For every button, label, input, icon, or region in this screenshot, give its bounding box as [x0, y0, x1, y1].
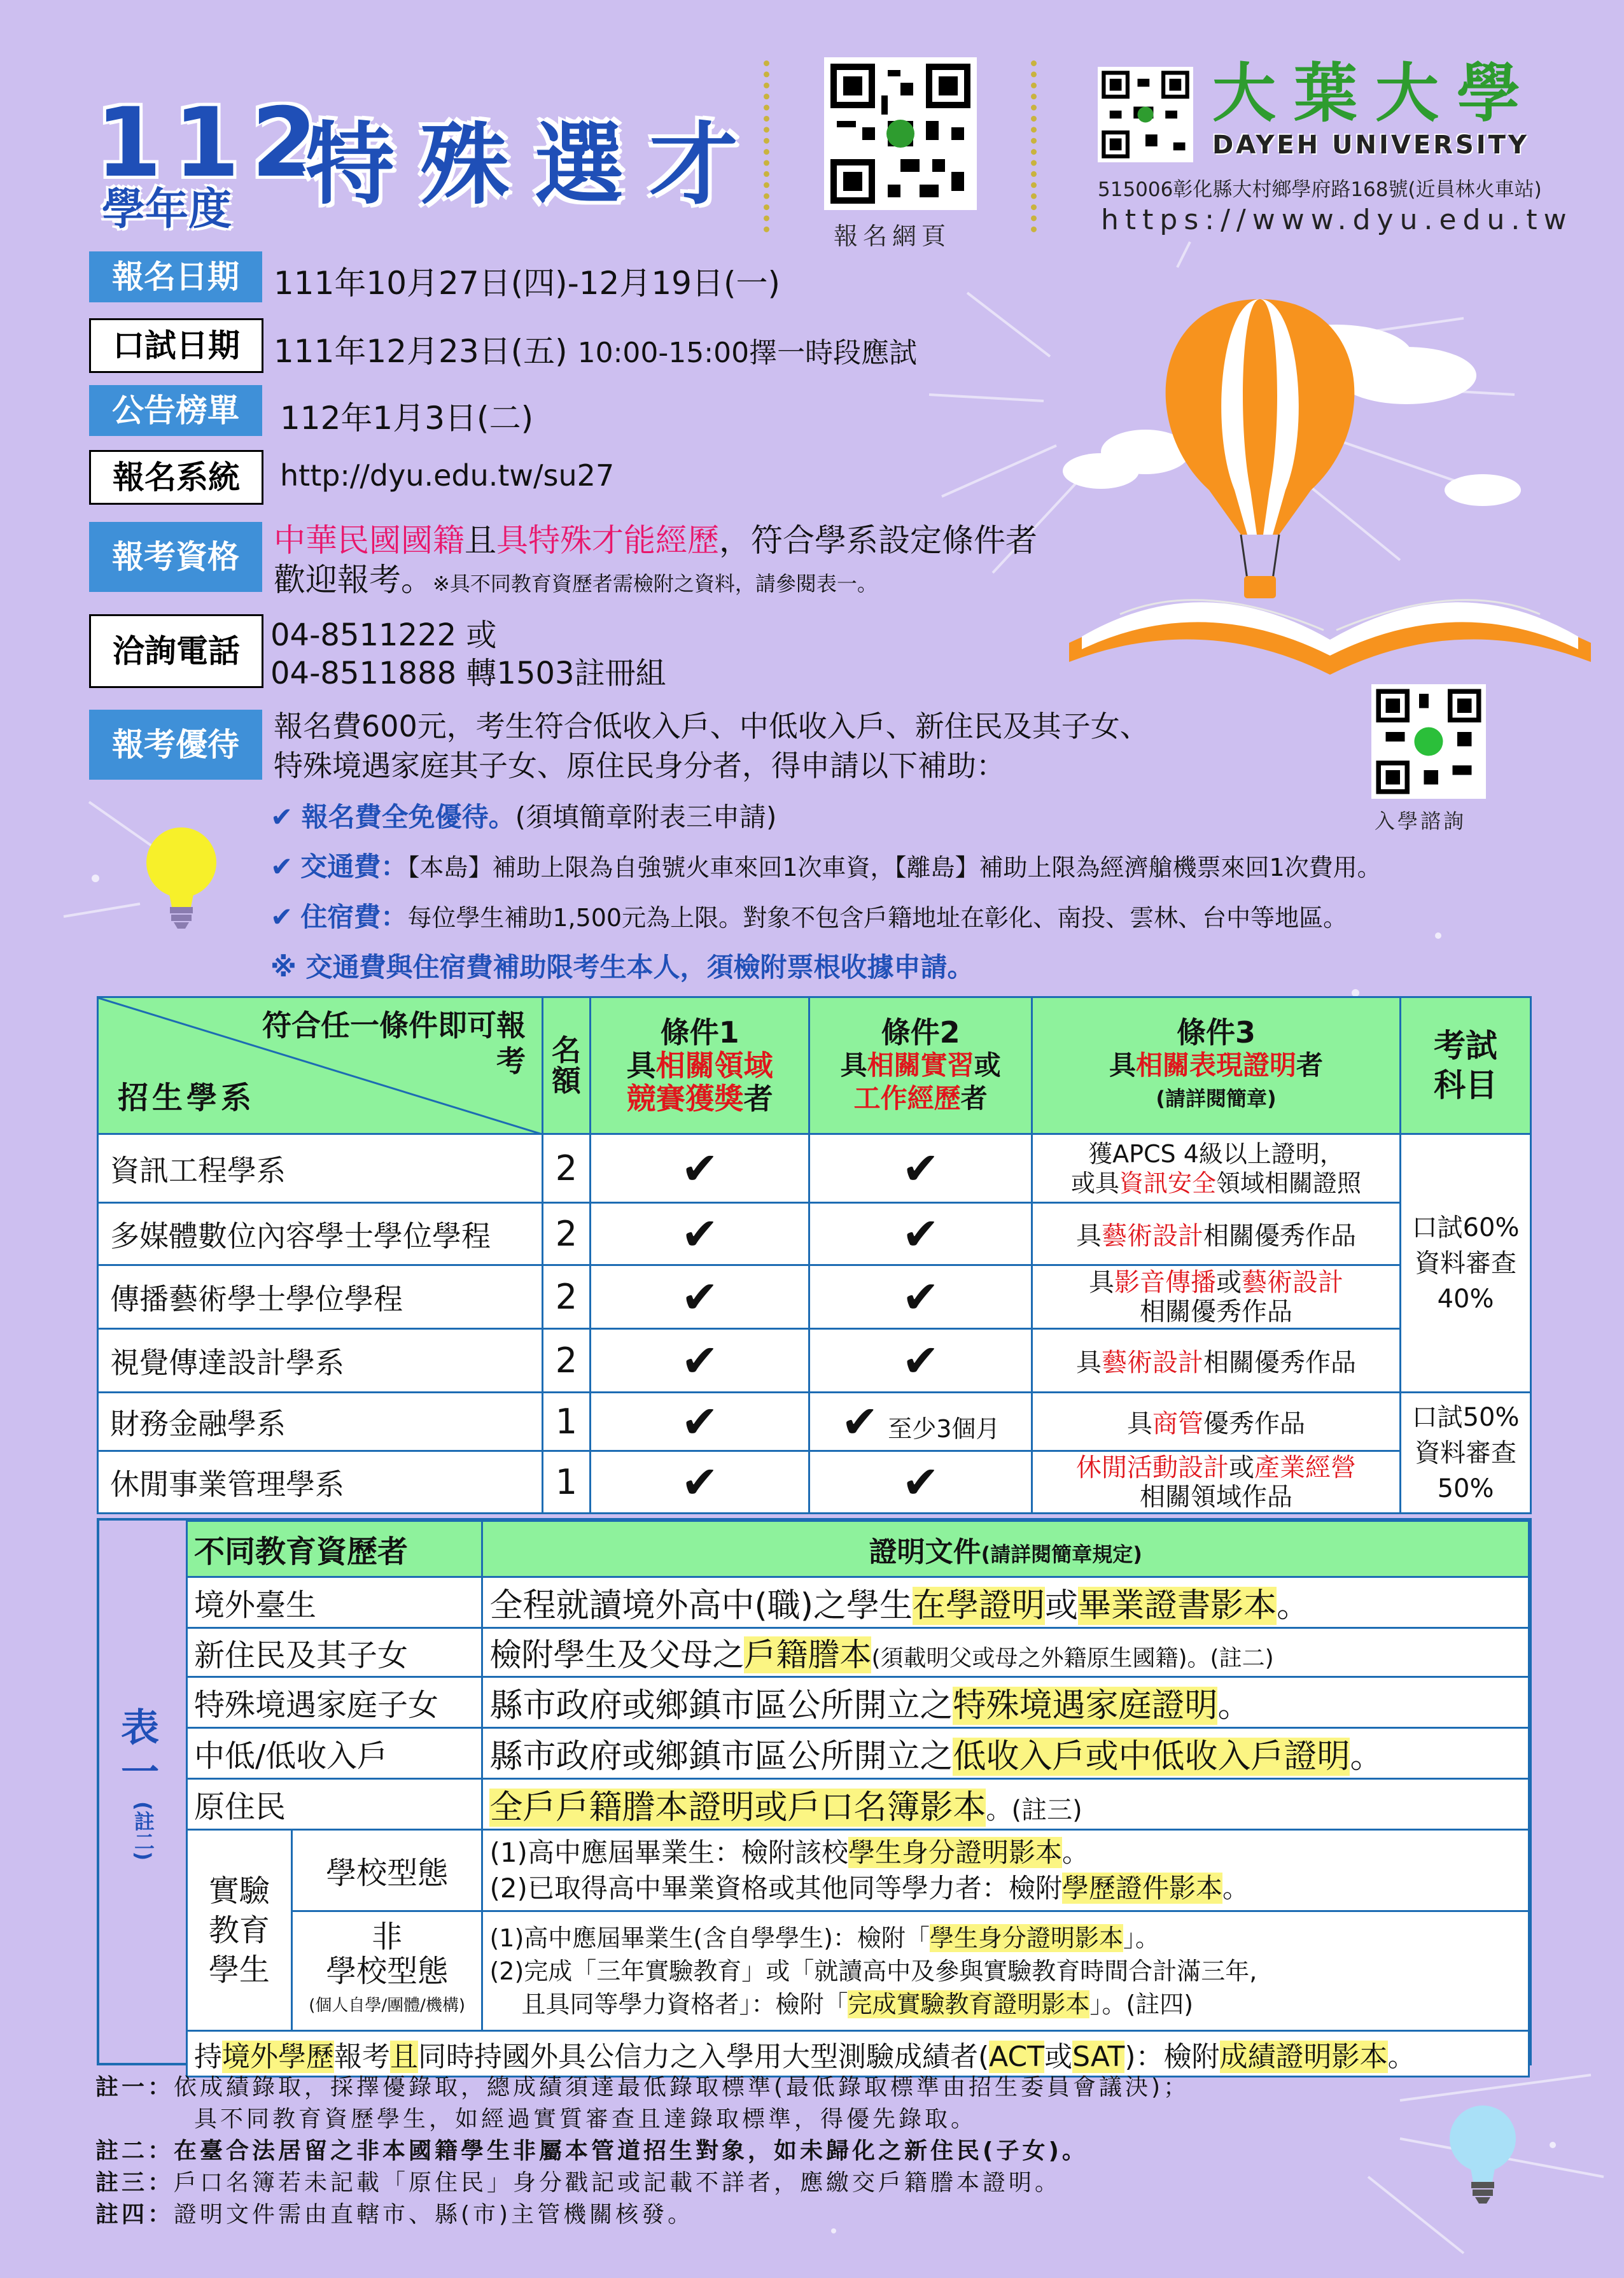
- benefit-item: ✔ 交通費：【本島】補助上限為自強號火車來回1次車資，【離島】補助上限為經濟艙機票來回1次費用。: [270, 851, 1382, 882]
- reg-date-value: 111年10月27日(四)-12月19日(一): [274, 265, 780, 302]
- lightbulb-icon: [1425, 2094, 1534, 2209]
- divider: [764, 60, 769, 232]
- experimental-education-label: 實驗教育學生: [187, 1830, 292, 2031]
- university-name-en: DAYEH UNIVERSITY: [1212, 130, 1529, 160]
- qr-code-icon[interactable]: [1371, 684, 1486, 799]
- university-address: 515006彰化縣大村鄉學府路168號(近員林火車站): [1098, 178, 1542, 201]
- cond1-header: 條件1 具相關領域 競賽獲獎者: [590, 997, 809, 1134]
- note-3: 註三：戶口名簿若未記載「原住民」身分戳記或記載不詳者，應繳交戶籍謄本證明。: [95, 2170, 1061, 2196]
- quota-header: 名額: [542, 997, 590, 1134]
- corner-header: 符合任一條件即可報考 招生學系: [98, 997, 543, 1134]
- label-system: 報名系統: [89, 450, 263, 505]
- check-icon: ✔: [590, 1393, 809, 1451]
- note-4: 註四：證明文件需由直轄市、縣(市)主管機關核發。: [95, 2202, 694, 2228]
- check-icon: ✔: [809, 1203, 1032, 1265]
- table-row: 新住民及其子女 檢附學生及父母之戶籍謄本(須載明父或母之外籍原生國籍)。(註二): [187, 1628, 1529, 1677]
- label-interview-date: 口試日期: [89, 318, 263, 373]
- benefit-note: ※ 交通費與住宿費補助限考生本人，須檢附票根收據申請。: [270, 952, 974, 983]
- table-row: 財務金融學系 1 ✔ ✔ 至少3個月 具商管優秀作品 口試50% 資料審查50%: [98, 1393, 1531, 1451]
- table-row: 資訊工程學系 2 ✔ ✔ 獲APCS 4級以上證明， 或具資訊安全領域相關證照 口試60% 資料審查40%: [98, 1134, 1531, 1203]
- table-row: 特殊境遇家庭子女 縣市政府或鄉鎮市區公所開立之特殊境遇家庭證明。: [187, 1677, 1529, 1728]
- check-icon: ✔: [270, 801, 293, 833]
- eligibility-text: 中華民國國籍且具特殊才能經歷，符合學系設定條件者 歡迎報考。※具不同教育資歷者需檢附之資料，請參閱表一。: [274, 522, 1037, 598]
- interview-date-value: 111年12月23日(五) 10:00-15:00擇一時段應試: [274, 333, 918, 370]
- cond3-header: 條件3 具相關表現證明者 (請詳閱簡章): [1032, 997, 1400, 1134]
- phone-text: 04-8511222 或 04-8511888 轉1503註冊組: [270, 617, 666, 691]
- year-number: 112: [95, 88, 330, 199]
- label-announce: 公告榜單: [89, 385, 262, 436]
- table-row: 多媒體數位內容學士學位學程 2 ✔ ✔ 具藝術設計相關優秀作品: [98, 1203, 1531, 1265]
- check-icon: ✔: [809, 1329, 1032, 1393]
- check-icon: ✔: [841, 1395, 879, 1448]
- education-table: [186, 1520, 1530, 2078]
- table-header-row: 不同教育資歷者 證明文件(請詳閱簡章規定): [187, 1521, 1529, 1577]
- table-row: 實驗教育學生 學校型態 (1)高中應屆畢業生：檢附該校學生身分證明影本。 (2)已取得高中畢業資格或其他同等學力者：檢附學歷證件影本。: [187, 1830, 1529, 1911]
- table-row: 中低/低收入戶 縣市政府或鄉鎮市區公所開立之低收入戶或中低收入戶證明。: [187, 1728, 1529, 1779]
- table-row: 視覺傳達設計學系 2 ✔ ✔ 具藝術設計相關優秀作品: [98, 1329, 1531, 1393]
- table-row: 傳播藝術學士學位學程 2 ✔ ✔ 具影音傳播或藝術設計 相關優秀作品: [98, 1265, 1531, 1329]
- label-phone: 洽詢電話: [89, 614, 263, 688]
- qr-code-icon[interactable]: [1098, 67, 1193, 162]
- table-row: 休閒事業管理學系 1 ✔ ✔ 休閒活動設計或產業經營 相關領域作品: [98, 1451, 1531, 1514]
- check-icon: ✔: [809, 1265, 1032, 1329]
- check-icon: ✔: [590, 1265, 809, 1329]
- exam-header: 考試科目: [1401, 997, 1531, 1134]
- check-icon: ✔: [809, 1451, 1032, 1514]
- check-icon: ✔: [590, 1203, 809, 1265]
- university-website[interactable]: https://www.dyu.edu.tw: [1101, 204, 1573, 236]
- check-icon: ✔: [270, 901, 293, 932]
- check-icon: ✔: [590, 1329, 809, 1393]
- university-name-cn: 大葉大學: [1212, 56, 1538, 130]
- divider: [1031, 60, 1037, 232]
- year-text: 學年度: [102, 185, 232, 235]
- table-one-title: 表一 (註二): [121, 1706, 159, 1861]
- note-1-cont: 具不同教育資歷學生，如經過實質審查且達錄取標準，得優先錄取。: [194, 2106, 977, 2132]
- benefit-item: ✔ 住宿費：每位學生補助1,500元為上限。對象不包含戶籍地址在彰化、南投、雲林、台中等地區。: [270, 901, 1348, 932]
- table-header-row: [98, 997, 1531, 1134]
- qr-code-icon[interactable]: [824, 57, 977, 210]
- exam-cell-b: 口試50% 資料審查50%: [1401, 1393, 1531, 1514]
- check-icon: ✔: [270, 851, 293, 882]
- note-2: 註二：在臺合法居留之非本國籍學生非屬本管道招生對象，如未歸化之新住民(子女)。: [95, 2138, 1088, 2164]
- exam-cell-a: 口試60% 資料審查40%: [1401, 1134, 1531, 1393]
- cond2-header: 條件2 具相關實習或 工作經歷者: [809, 997, 1032, 1134]
- table-row: 境外臺生 全程就讀境外高中(職)之學生在學證明或畢業證書影本。: [187, 1577, 1529, 1628]
- line-app-icon: [1415, 728, 1443, 756]
- benefit-text: 報名費600元，考生符合低收入戶、中低收入戶、新住民及其子女、 特殊境遇家庭其子女、原住民身分者，得申請以下補助：: [274, 709, 1149, 783]
- page-title: 特殊選才: [305, 113, 764, 217]
- label-benefit: 報考優待: [89, 710, 262, 780]
- label-eligibility: 報考資格: [89, 522, 262, 592]
- qr-label-apply: 報名網頁: [834, 222, 951, 250]
- benefit-items: [270, 792, 1382, 992]
- open-book-icon: [1056, 554, 1604, 681]
- department-table: [97, 996, 1532, 1514]
- table-row: 持境外學歷報考且同時持國外具公信力之入學用大型測驗成績者(ACT或SAT)：檢附成績證明影本。: [187, 2031, 1529, 2077]
- check-icon: ✔: [809, 1134, 1032, 1203]
- note-1: 註一：依成績錄取，採擇優錄取，總成績須達最低錄取標準(最低錄取標準由招生委員會議決)；: [95, 2074, 1190, 2100]
- check-icon: ✔: [590, 1451, 809, 1514]
- qr-label-consult: 入學諮詢: [1375, 809, 1467, 833]
- table-row: 原住民 全戶戶籍謄本證明或戶口名簿影本。(註三): [187, 1779, 1529, 1830]
- system-url[interactable]: http://dyu.edu.tw/su27: [280, 458, 615, 493]
- lightbulb-icon: [130, 818, 239, 932]
- label-reg-date: 報名日期: [89, 251, 262, 302]
- notes: [95, 2072, 1189, 2231]
- table-row: 非 學校型態 (個人自學/團體/機構) (1)高中應屆畢業生(含自學學生)：檢附「學生身分證明影本」。 (2)完成「三年實驗教育」或「就讀高中及參與實驗教育時間合計滿三年, 且具同等學力資格者」：檢附「完成實驗教育證明影本」。(註四): [187, 1911, 1529, 2031]
- announce-value: 112年1月3日(二): [280, 400, 534, 437]
- benefit-item: ✔ 報名費全免優待。(須填簡章附表三申請): [270, 801, 777, 833]
- check-icon: ✔: [590, 1134, 809, 1203]
